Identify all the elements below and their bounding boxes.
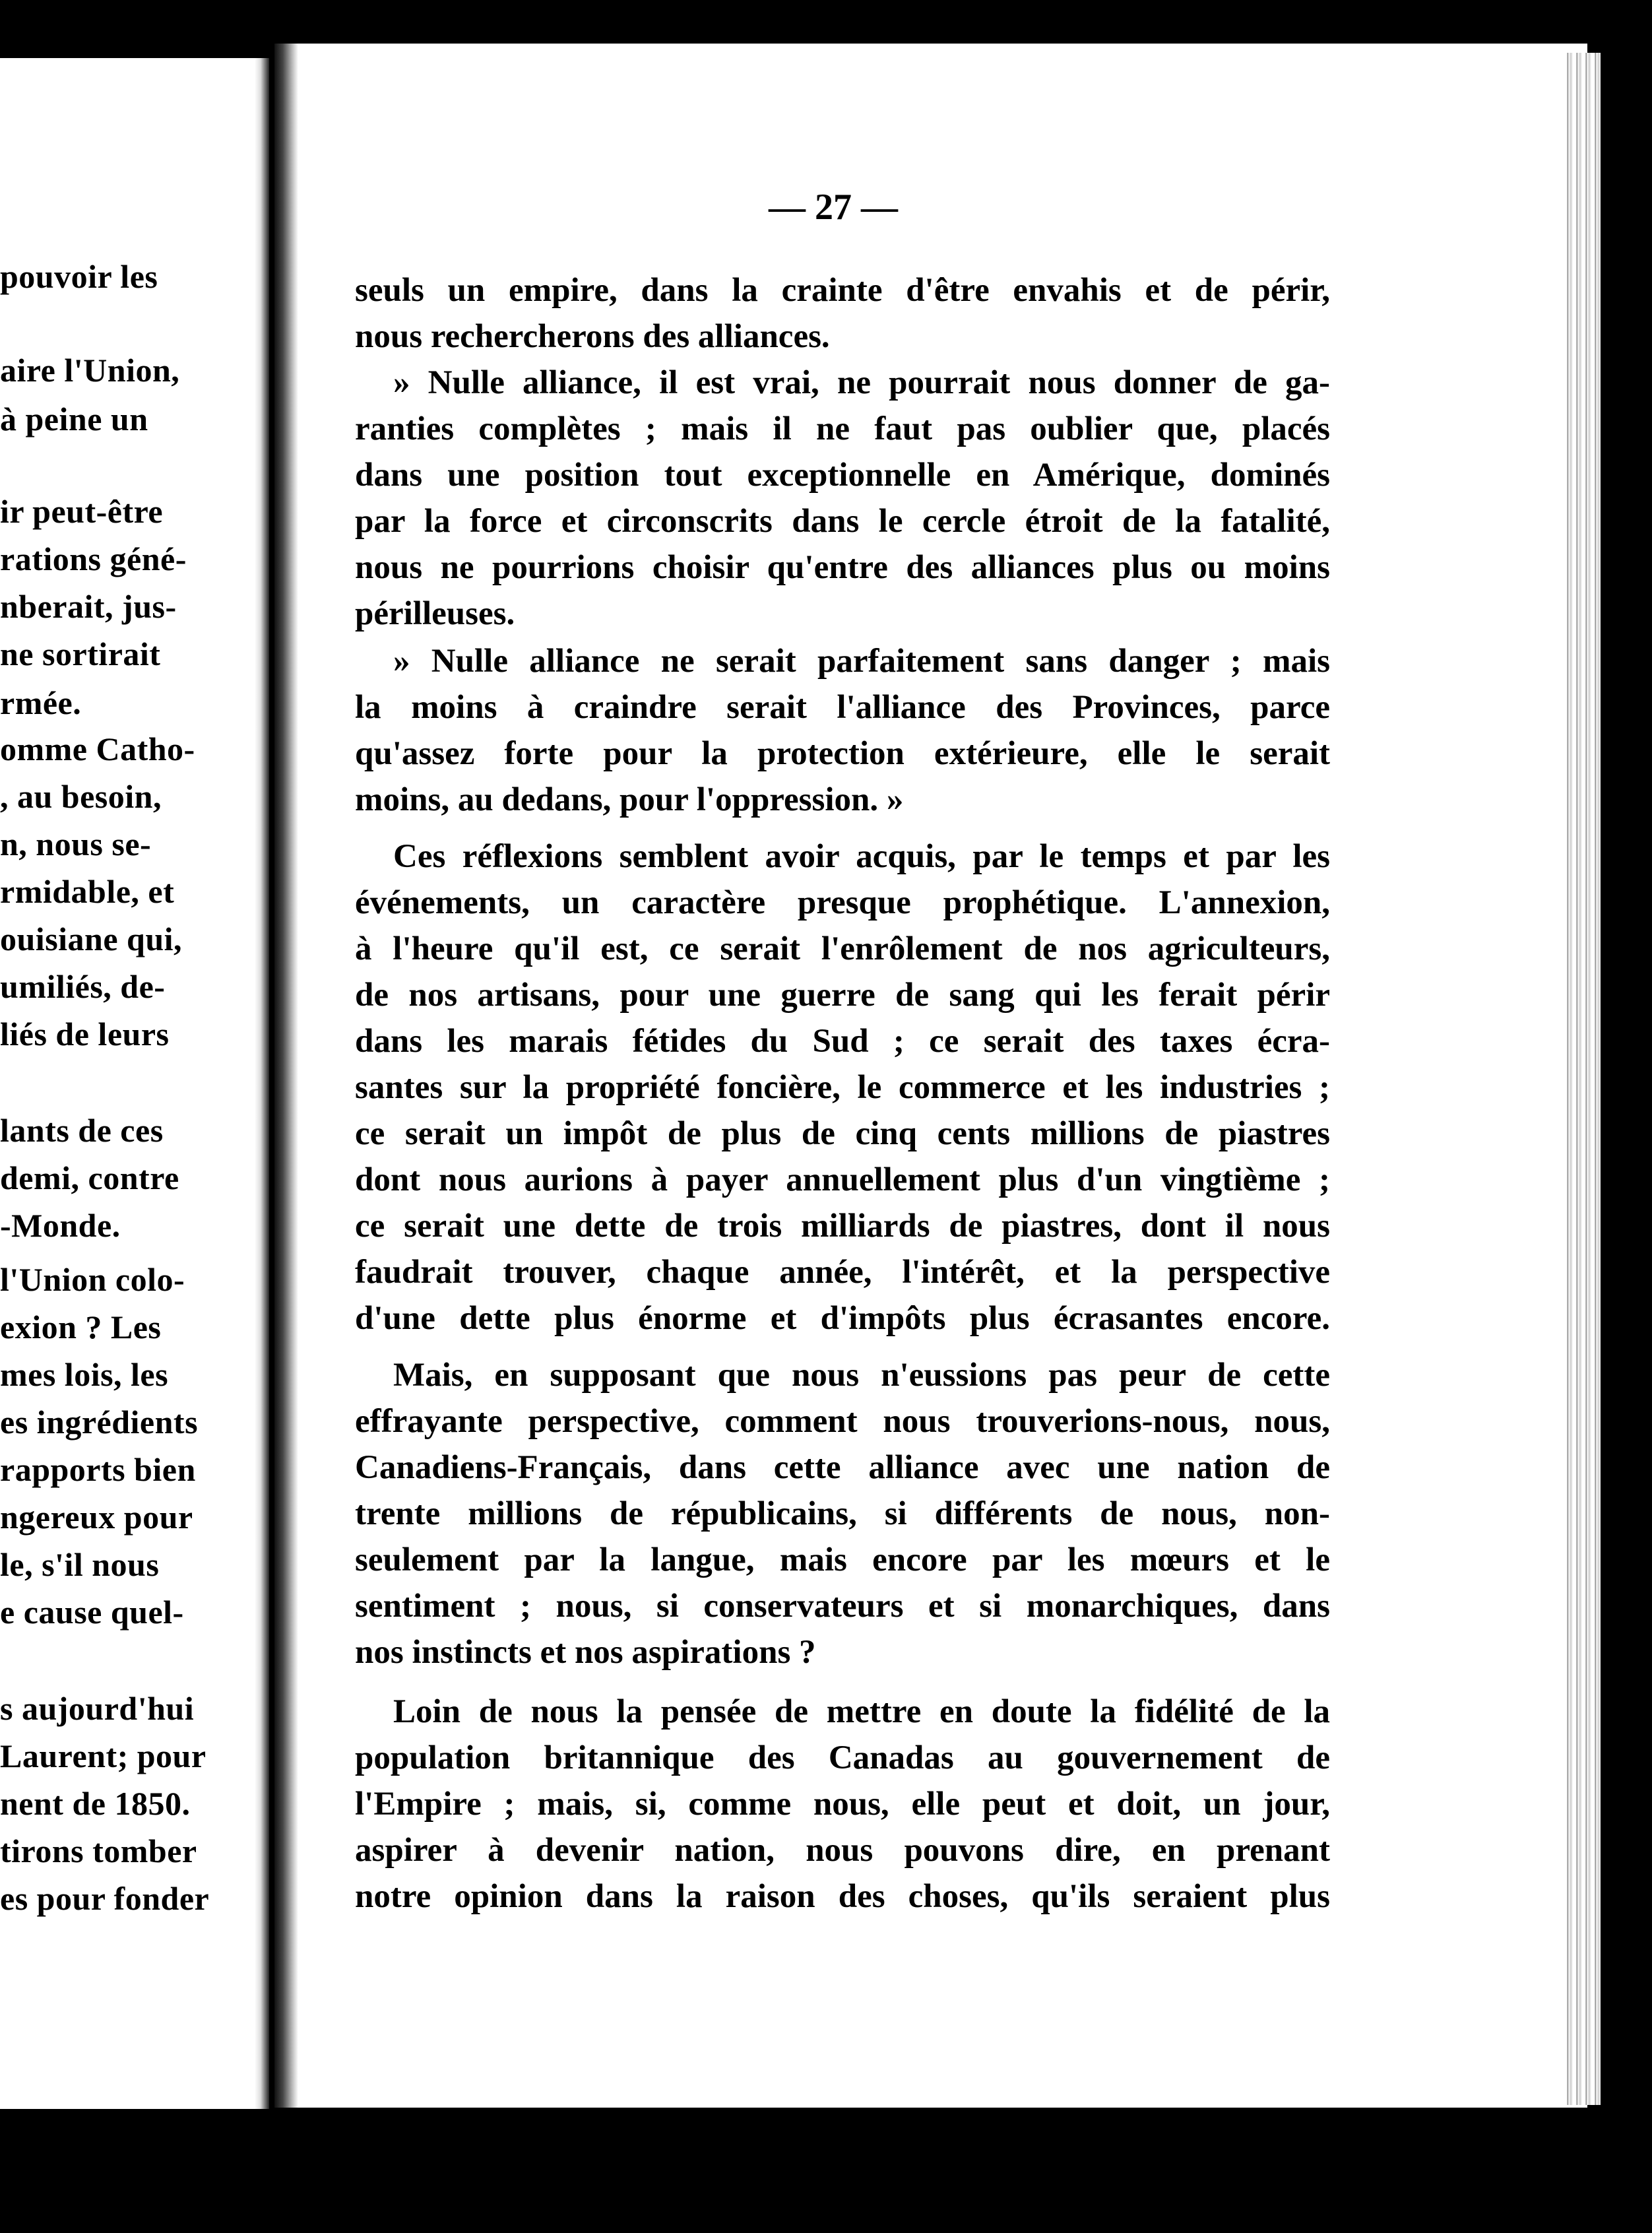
left-line: umiliés, de- bbox=[0, 968, 166, 1005]
text-line: dont nous aurions à payer annuellement plus d'un vingtième ; bbox=[355, 1161, 1330, 1198]
left-line: mes lois, les bbox=[0, 1356, 169, 1393]
text-line: trente millions de républicains, si différents de nous, non- bbox=[355, 1495, 1330, 1532]
left-line: rations géné- bbox=[0, 540, 187, 577]
left-line: es pour fonder bbox=[0, 1880, 210, 1917]
text-line: dans une position tout exceptionnelle en Amérique, dominés bbox=[355, 457, 1330, 494]
left-line: Laurent; pour bbox=[0, 1737, 206, 1774]
left-line: s aujourd'hui bbox=[0, 1690, 195, 1727]
text-line: ranties complètes ; mais il ne faut pas oublier que, placés bbox=[355, 410, 1330, 447]
page-spine bbox=[274, 44, 298, 2108]
left-line: aire l'Union, bbox=[0, 352, 180, 389]
text-line: seuls un empire, dans la crainte d'être envahis et de périr, bbox=[355, 272, 1330, 309]
text-line: de nos artisans, pour une guerre de sang qui les ferait périr bbox=[355, 977, 1330, 1014]
text-line: aspirer à devenir nation, nous pouvons dire, en prenant bbox=[355, 1832, 1330, 1869]
left-line: nent de 1850. bbox=[0, 1785, 191, 1822]
left-line: e cause quel- bbox=[0, 1594, 184, 1631]
text-line: Mais, en supposant que nous n'eussions pas peur de cette bbox=[393, 1357, 1330, 1394]
text-line: nous ne pourrions choisir qu'entre des alliances plus ou moins bbox=[355, 549, 1330, 586]
left-line: es ingrédients bbox=[0, 1404, 199, 1440]
left-line: rapports bien bbox=[0, 1451, 196, 1488]
page-edge bbox=[1564, 53, 1601, 2105]
left-line: ngereux pour bbox=[0, 1499, 193, 1536]
text-line: santes sur la propriété foncière, le commerce et les industries ; bbox=[355, 1069, 1330, 1106]
left-line: rmée. bbox=[0, 684, 82, 721]
left-line: demi, contre bbox=[0, 1159, 179, 1196]
left-line: liés de leurs bbox=[0, 1016, 170, 1052]
left-line: exion ? Les bbox=[0, 1309, 162, 1345]
text-line: Loin de nous la pensée de mettre en doute la fidélité de la bbox=[393, 1693, 1330, 1730]
text-line: » Nulle alliance ne serait parfaitement sans danger ; mais bbox=[393, 643, 1330, 680]
text-line: » Nulle alliance, il est vrai, ne pourrait nous donner de ga- bbox=[393, 364, 1330, 401]
left-line: -Monde. bbox=[0, 1207, 121, 1244]
text-line: effrayante perspective, comment nous trouverions-nous, nous, bbox=[355, 1403, 1330, 1440]
left-line: rmidable, et bbox=[0, 873, 175, 910]
text-line: d'une dette plus énorme et d'impôts plus écrasantes encore. bbox=[355, 1300, 1330, 1337]
left-line: tirons tomber bbox=[0, 1832, 197, 1869]
text-line: seulement par la langue, mais encore par les mœurs et le bbox=[355, 1541, 1330, 1578]
text-line: dans les marais fétides du Sud ; ce serait des taxes écra- bbox=[355, 1023, 1330, 1060]
text-line: ce serait un impôt de plus de cinq cents millions de piastres bbox=[355, 1115, 1330, 1152]
text-line: sentiment ; nous, si conservateurs et si monarchiques, dans bbox=[355, 1588, 1330, 1625]
page-number: — 27 — bbox=[769, 187, 898, 228]
left-line: à peine un bbox=[0, 401, 148, 437]
text-line: moins, au dedans, pour l'oppression. » bbox=[355, 781, 904, 818]
left-line: n, nous se- bbox=[0, 825, 152, 862]
text-line: événements, un caractère presque prophétique. L'annexion, bbox=[355, 884, 1330, 921]
text-line: la moins à craindre serait l'alliance des Provinces, parce bbox=[355, 689, 1330, 726]
text-line: l'Empire ; mais, si, comme nous, elle peut et doit, un jour, bbox=[355, 1786, 1330, 1823]
left-line: , au besoin, bbox=[0, 778, 162, 815]
text-line: périlleuses. bbox=[355, 595, 515, 632]
left-line: ouisiane qui, bbox=[0, 921, 183, 957]
text-line: Canadiens-Français, dans cette alliance avec une nation de bbox=[355, 1449, 1330, 1486]
text-line: Ces réflexions semblent avoir acquis, par le temps et par les bbox=[393, 838, 1330, 875]
text-line: nos instincts et nos aspirations ? bbox=[355, 1634, 816, 1671]
left-line: omme Catho- bbox=[0, 730, 195, 767]
left-line: l'Union colo- bbox=[0, 1261, 185, 1298]
text-line: nous rechercherons des alliances. bbox=[355, 318, 830, 355]
text-line: qu'assez forte pour la protection extérieure, elle le serait bbox=[355, 735, 1330, 772]
left-page-gutter bbox=[255, 58, 269, 2109]
text-line: ce serait une dette de trois milliards de piastres, dont il nous bbox=[355, 1208, 1330, 1245]
text-line: population britannique des Canadas au gouvernement de bbox=[355, 1739, 1330, 1776]
text-line: par la force et circonscrits dans le cercle étroit de la fatalité, bbox=[355, 503, 1330, 540]
left-line: lants de ces bbox=[0, 1112, 164, 1149]
text-line: à l'heure qu'il est, ce serait l'enrôlement de nos agriculteurs, bbox=[355, 930, 1330, 967]
text-line: notre opinion dans la raison des choses, qu'ils seraient plus bbox=[355, 1878, 1330, 1915]
left-line: nberait, jus- bbox=[0, 588, 177, 625]
text-line: faudrait trouver, chaque année, l'intérêt, et la perspective bbox=[355, 1254, 1330, 1291]
left-line: le, s'il nous bbox=[0, 1546, 160, 1583]
left-line: ne sortirait bbox=[0, 635, 161, 672]
left-line: ir peut-être bbox=[0, 493, 164, 530]
left-line: pouvoir les bbox=[0, 258, 158, 295]
